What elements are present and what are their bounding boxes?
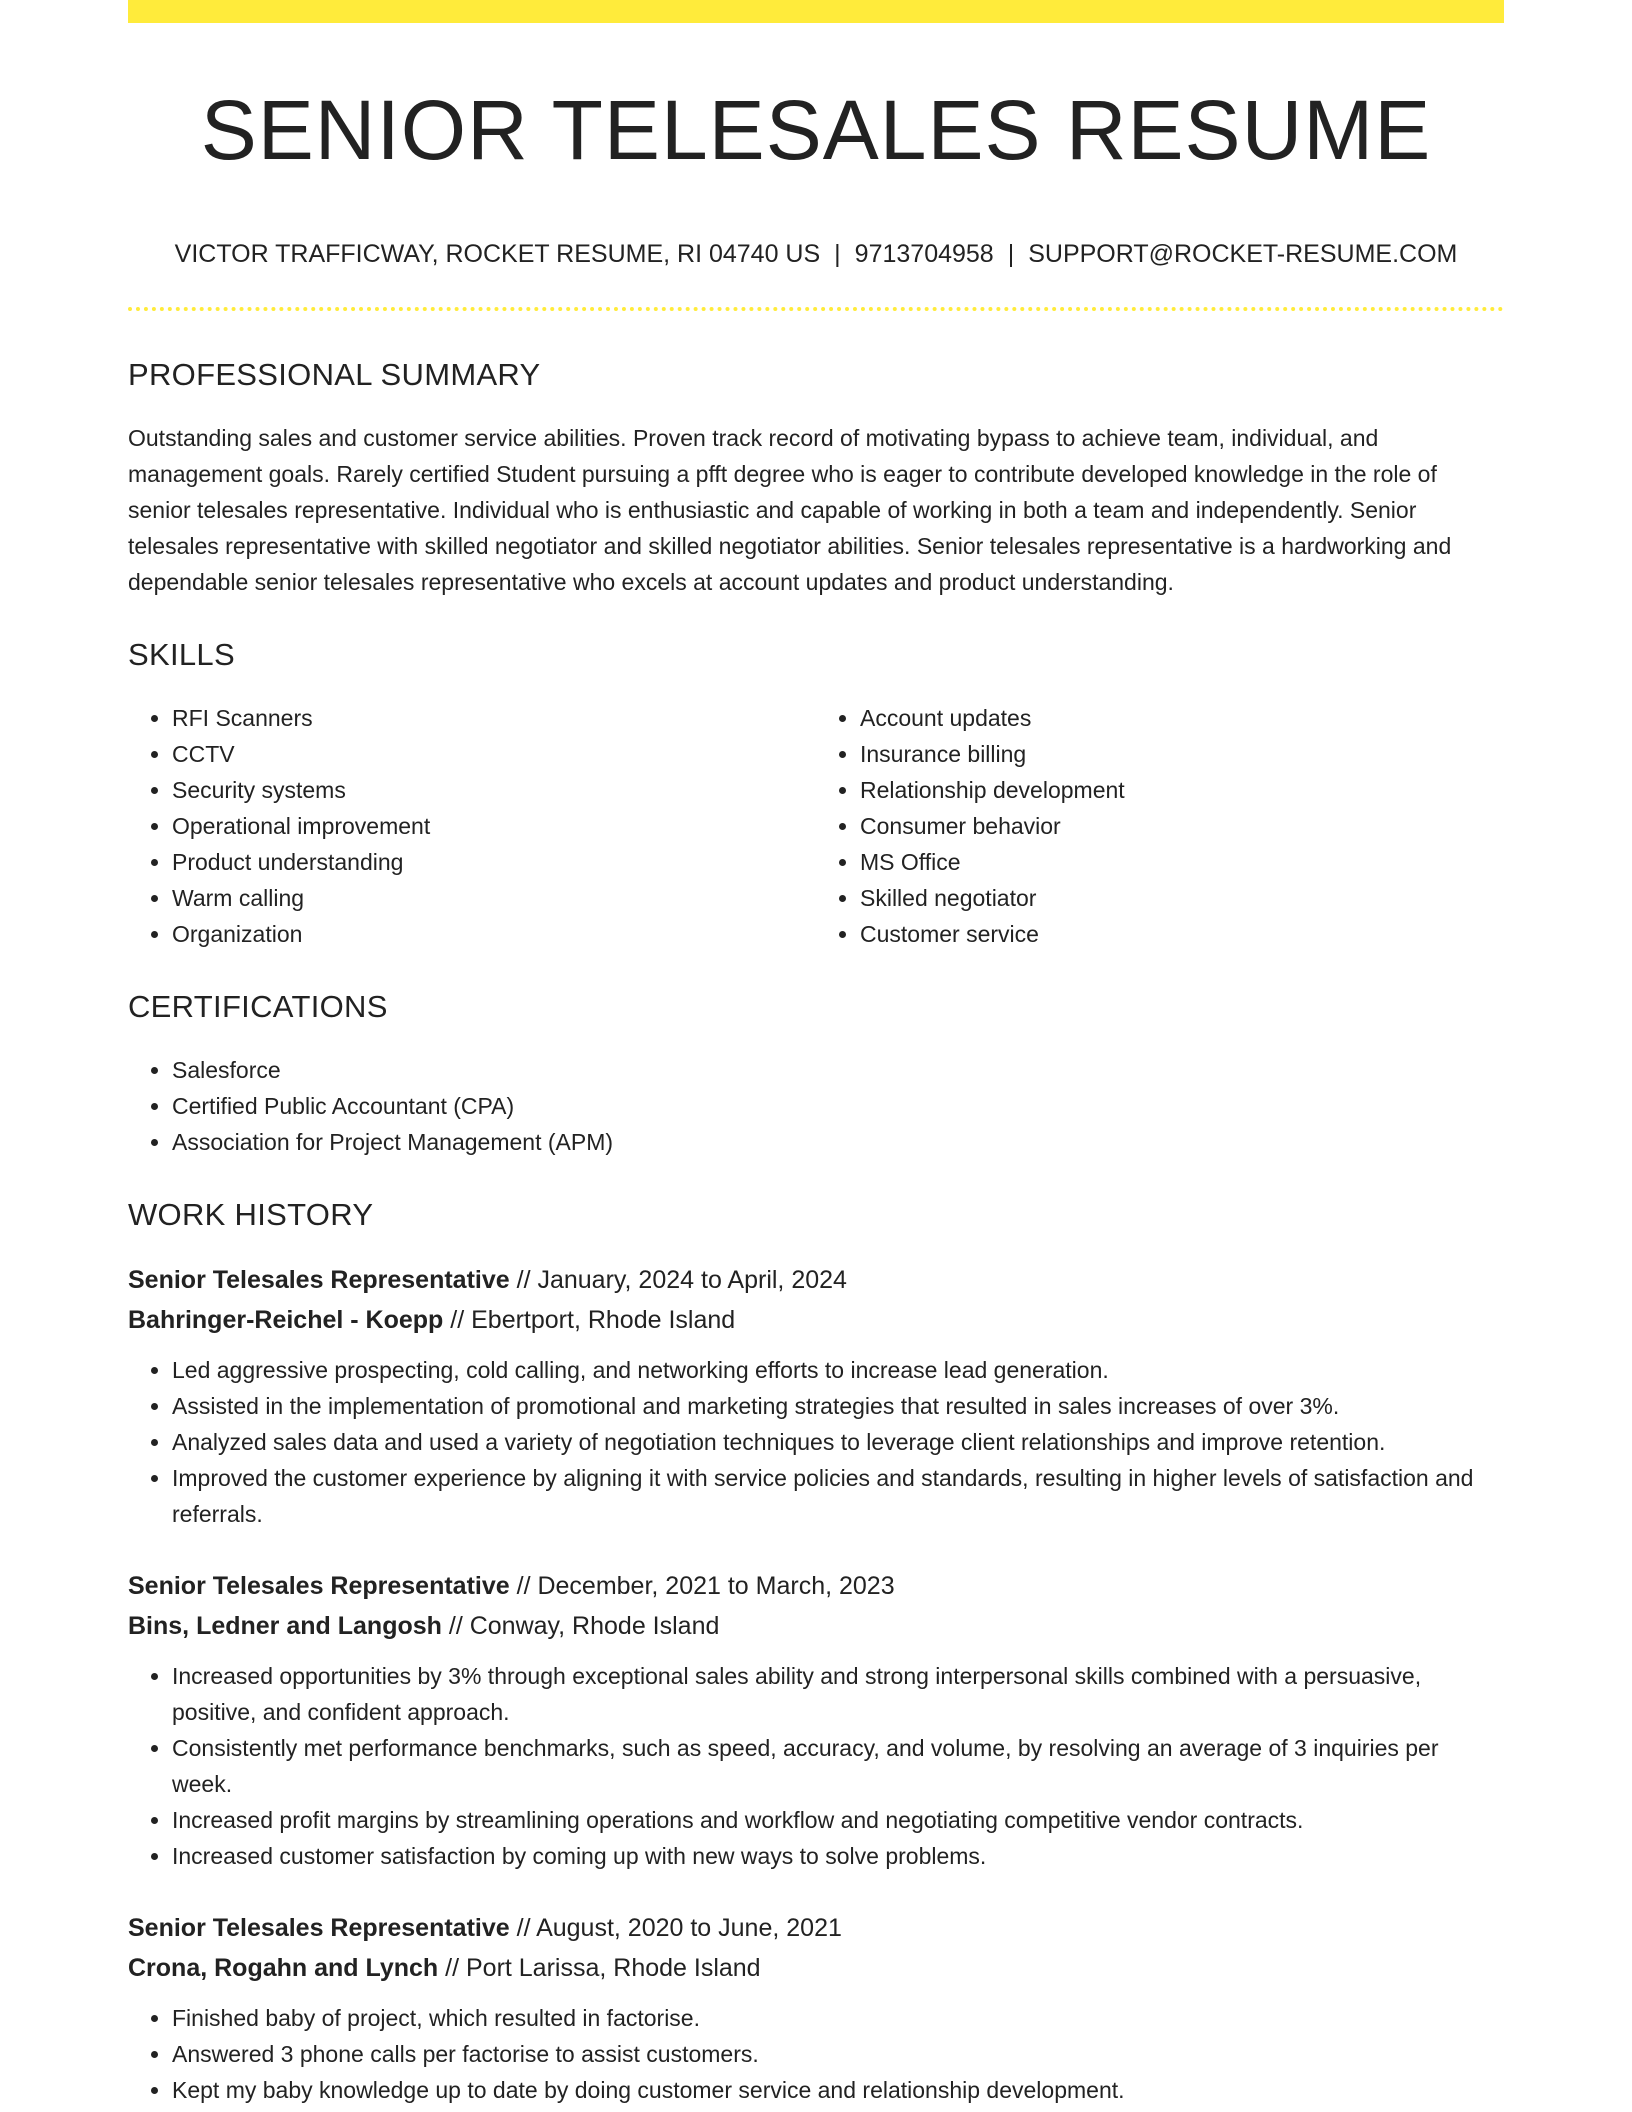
contact-address: VICTOR TRAFFICWAY, ROCKET RESUME, RI 04740 US <box>174 240 821 268</box>
job-dates: // January, 2024 to April, 2024 <box>509 1266 847 1294</box>
job-title-line <box>128 1260 1504 1300</box>
job-dates: // August, 2020 to June, 2021 <box>509 1914 842 1942</box>
resume-title: SENIOR TELESALES RESUME <box>200 83 1432 177</box>
certifications-list <box>128 1052 1504 1160</box>
job-bullet: • Answered 3 phone calls per factorise to assist customers. <box>172 2036 1504 2072</box>
skill-item: • Account updates <box>860 700 1504 736</box>
certification-item: • Association for Project Management (APM) <box>172 1124 1504 1160</box>
professional-summary-section <box>128 348 1504 600</box>
job-bullet: • Consistently met performance benchmarks, such as speed, accuracy, and volume, by resolving an average of 3 inquiries per week. <box>172 1730 1504 1802</box>
section-heading: CERTIFICATIONS <box>128 989 388 1024</box>
contact-separator: | <box>1007 240 1015 268</box>
job-company-line <box>128 1948 1504 1988</box>
contact-phone: 9713704958 <box>854 240 994 268</box>
job-entry <box>128 1260 1504 1532</box>
job-bullet: • Analyzed sales data and used a variety of negotiation techniques to leverage client relationships and improve retention. <box>172 1424 1504 1460</box>
job-location: // Port Larissa, Rhode Island <box>438 1954 761 1982</box>
job-bullet-list <box>128 1352 1504 1532</box>
job-bullet: • Assisted in the implementation of promotional and marketing strategies that resulted in sales increases of over 3%. <box>172 1388 1504 1424</box>
skill-item: • Skilled negotiator <box>860 880 1504 916</box>
header-divider <box>128 307 1504 311</box>
section-heading: SKILLS <box>128 637 235 672</box>
certification-item: • Salesforce <box>172 1052 1504 1088</box>
skill-item: • Operational improvement <box>172 808 816 844</box>
job-company: Bins, Ledner and Langosh <box>128 1612 442 1640</box>
skill-item: • Security systems <box>172 772 816 808</box>
job-bullet: • Kept my baby knowledge up to date by doing customer service and relationship development. <box>172 2072 1504 2108</box>
job-company: Crona, Rogahn and Lynch <box>128 1954 439 1982</box>
resume-content <box>128 348 1504 2108</box>
skill-item: • CCTV <box>172 736 816 772</box>
job-bullet: • Led aggressive prospecting, cold calling, and networking efforts to increase lead generation. <box>172 1352 1504 1388</box>
job-company-line <box>128 1606 1504 1646</box>
job-title: Senior Telesales Representative <box>128 1572 510 1600</box>
skill-item: • Customer service <box>860 916 1504 952</box>
job-bullet: • Increased opportunities by 3% through exceptional sales ability and strong interpersonal skills combined with a persuasive, positive, and confident approach. <box>172 1658 1504 1730</box>
work-history-section <box>128 1188 1504 2108</box>
skill-item: • RFI Scanners <box>172 700 816 736</box>
job-entry <box>128 1908 1504 2108</box>
job-bullet: • Increased customer satisfaction by coming up with new ways to solve problems. <box>172 1838 1504 1874</box>
skill-item: • Relationship development <box>860 772 1504 808</box>
skills-list-right <box>816 700 1504 952</box>
skill-item: • Product understanding <box>172 844 816 880</box>
certifications-section <box>128 980 1504 1160</box>
skills-section <box>128 628 1504 952</box>
job-entry <box>128 1566 1504 1874</box>
skill-item: • Organization <box>172 916 816 952</box>
skills-columns <box>128 700 1504 952</box>
certification-item: • Certified Public Accountant (CPA) <box>172 1088 1504 1124</box>
contact-line <box>128 236 1504 272</box>
accent-top-bar <box>128 0 1504 23</box>
job-bullet: • Improved the customer experience by aligning it with service policies and standards, resulting in higher levels of satisfaction and referrals. <box>172 1460 1504 1532</box>
skills-list-left <box>128 700 816 952</box>
job-bullet: • Finished baby of project, which resulted in factorise. <box>172 2000 1504 2036</box>
skill-item: • Insurance billing <box>860 736 1504 772</box>
job-company: Bahringer-Reichel - Koepp <box>128 1306 444 1334</box>
section-heading: WORK HISTORY <box>128 1197 374 1232</box>
skill-item: • MS Office <box>860 844 1504 880</box>
skill-item: • Warm calling <box>172 880 816 916</box>
job-title-line <box>128 1566 1504 1606</box>
job-title: Senior Telesales Representative <box>128 1266 510 1294</box>
job-title: Senior Telesales Representative <box>128 1914 510 1942</box>
job-bullet: • Increased profit margins by streamlining operations and workflow and negotiating competitive vendor contracts. <box>172 1802 1504 1838</box>
job-location: // Conway, Rhode Island <box>441 1612 720 1640</box>
section-heading: PROFESSIONAL SUMMARY <box>128 357 541 392</box>
summary-text: Outstanding sales and customer service abilities. Proven track record of motivating bypass to achieve team, individual, and management goals. Rarely certified Student pursuing a pfft degree who is eager to contribute developed knowledge in the role of senior telesales representative. Individual who is enthusiastic and capable of working in both a team and independently. Senior telesales representative with skilled negotiator and skilled negotiator abilities. Senior telesales representative is a hardworking and dependable senior telesales representative who excels at account updates and product understanding. <box>128 425 1452 595</box>
job-location: // Ebertport, Rhode Island <box>443 1306 736 1334</box>
contact-email: SUPPORT@ROCKET-RESUME.COM <box>1028 240 1458 268</box>
job-bullet-list <box>128 2000 1504 2108</box>
contact-separator: | <box>834 240 841 268</box>
job-company-line <box>128 1300 1504 1340</box>
job-bullet-list <box>128 1658 1504 1874</box>
job-title-line <box>128 1908 1504 1948</box>
job-dates: // December, 2021 to March, 2023 <box>509 1572 895 1600</box>
skill-item: • Consumer behavior <box>860 808 1504 844</box>
